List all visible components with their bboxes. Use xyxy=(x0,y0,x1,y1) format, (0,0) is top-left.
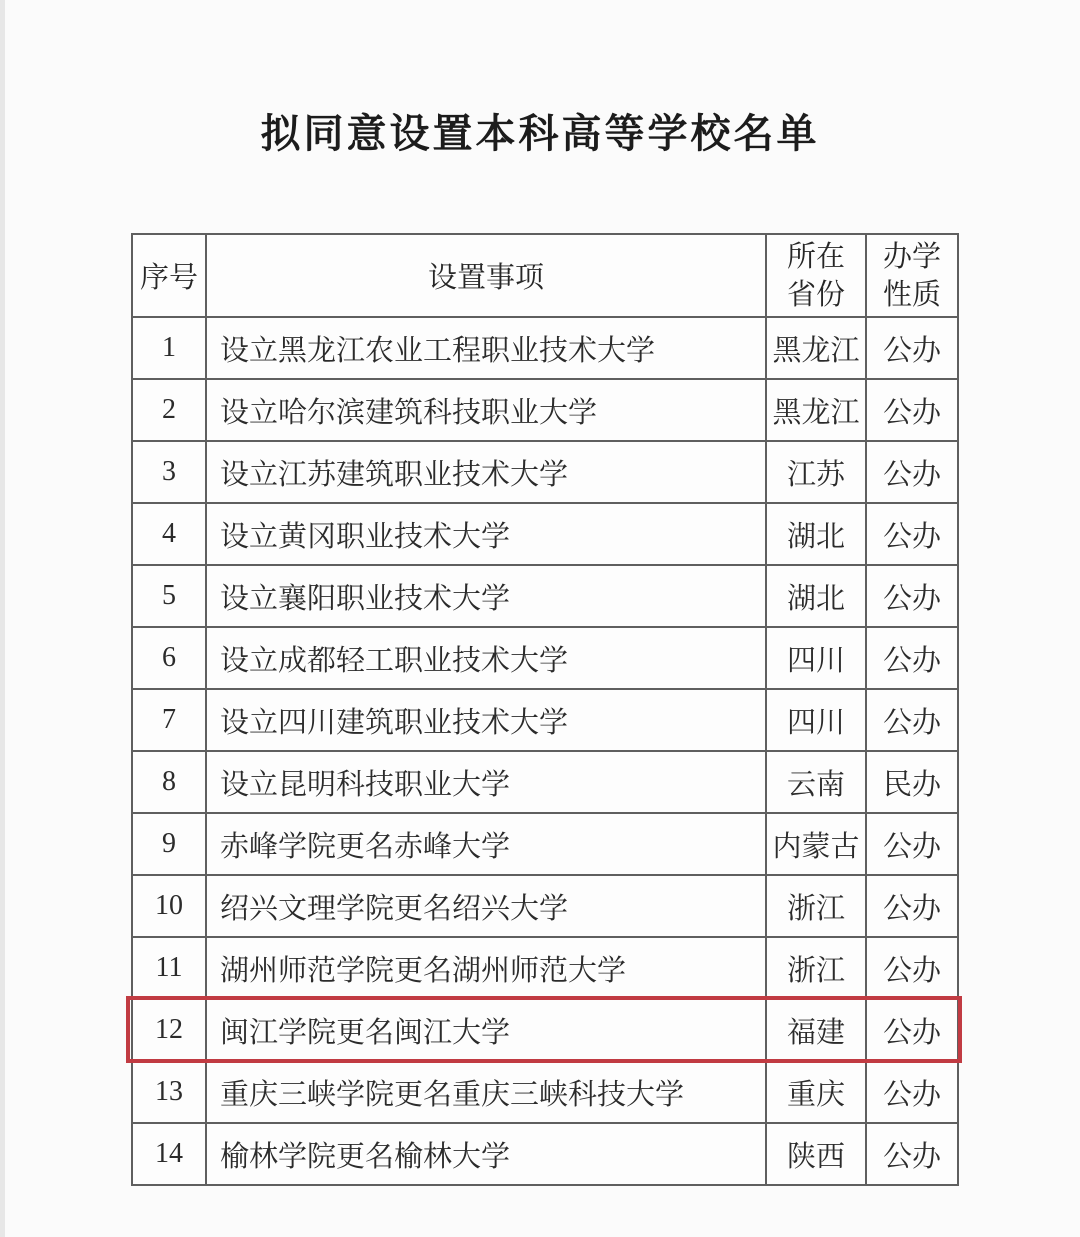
table-row xyxy=(132,317,958,379)
table-row xyxy=(132,565,958,627)
nature-cell: 公办 xyxy=(866,441,958,503)
item-cell: 设立黄冈职业技术大学 xyxy=(206,503,766,565)
table-row xyxy=(132,937,958,999)
province-cell: 内蒙古 xyxy=(766,813,866,875)
item-cell: 绍兴文理学院更名绍兴大学 xyxy=(206,875,766,937)
nature-cell: 公办 xyxy=(866,999,958,1061)
col-header-nature xyxy=(866,234,958,317)
row-number-cell: 6 xyxy=(132,627,206,689)
row-number-cell: 2 xyxy=(132,379,206,441)
province-cell: 浙江 xyxy=(766,875,866,937)
province-cell: 湖北 xyxy=(766,503,866,565)
row-number-cell: 11 xyxy=(132,937,206,999)
row-number-cell: 14 xyxy=(132,1123,206,1185)
table-row xyxy=(132,813,958,875)
table-row-highlighted xyxy=(132,999,958,1061)
item-cell: 设立黑龙江农业工程职业技术大学 xyxy=(206,317,766,379)
province-cell: 福建 xyxy=(766,999,866,1061)
province-cell: 江苏 xyxy=(766,441,866,503)
nature-cell: 公办 xyxy=(866,1123,958,1185)
item-cell: 榆林学院更名榆林大学 xyxy=(206,1123,766,1185)
province-cell: 云南 xyxy=(766,751,866,813)
col-header-index: 序号 xyxy=(132,234,206,317)
col-header-province xyxy=(766,234,866,317)
province-cell: 陕西 xyxy=(766,1123,866,1185)
table-row xyxy=(132,875,958,937)
row-number-cell: 13 xyxy=(132,1061,206,1123)
row-number-cell: 7 xyxy=(132,689,206,751)
nature-cell: 公办 xyxy=(866,565,958,627)
nature-cell: 民办 xyxy=(866,751,958,813)
province-cell: 黑龙江 xyxy=(766,317,866,379)
row-number-cell: 12 xyxy=(132,999,206,1061)
province-cell: 四川 xyxy=(766,627,866,689)
table-row xyxy=(132,1123,958,1185)
nature-cell: 公办 xyxy=(866,689,958,751)
item-cell: 设立成都轻工职业技术大学 xyxy=(206,627,766,689)
item-cell: 设立襄阳职业技术大学 xyxy=(206,565,766,627)
table-row xyxy=(132,627,958,689)
page-edge-strip xyxy=(0,0,5,1237)
item-cell: 设立哈尔滨建筑科技职业大学 xyxy=(206,379,766,441)
nature-cell: 公办 xyxy=(866,317,958,379)
table-body xyxy=(132,317,958,1185)
col-header-province-line2: 省份 xyxy=(786,278,845,311)
row-number-cell: 5 xyxy=(132,565,206,627)
col-header-province-line1: 所在 xyxy=(786,240,845,273)
province-cell: 浙江 xyxy=(766,937,866,999)
header-row xyxy=(132,234,958,317)
row-number-cell: 1 xyxy=(132,317,206,379)
table-row xyxy=(132,689,958,751)
province-cell: 重庆 xyxy=(766,1061,866,1123)
item-cell: 设立江苏建筑职业技术大学 xyxy=(206,441,766,503)
nature-cell: 公办 xyxy=(866,937,958,999)
item-cell: 湖州师范学院更名湖州师范大学 xyxy=(206,937,766,999)
nature-cell: 公办 xyxy=(866,875,958,937)
item-cell: 赤峰学院更名赤峰大学 xyxy=(206,813,766,875)
nature-cell: 公办 xyxy=(866,503,958,565)
province-cell: 湖北 xyxy=(766,565,866,627)
row-number-cell: 9 xyxy=(132,813,206,875)
nature-cell: 公办 xyxy=(866,1061,958,1123)
col-header-nature-line1: 办学 xyxy=(882,240,941,273)
nature-cell: 公办 xyxy=(866,379,958,441)
page-title: 拟同意设置本科高等学校名单 xyxy=(260,112,820,156)
province-cell: 四川 xyxy=(766,689,866,751)
table-row xyxy=(132,503,958,565)
row-number-cell: 4 xyxy=(132,503,206,565)
nature-cell: 公办 xyxy=(866,627,958,689)
row-number-cell: 8 xyxy=(132,751,206,813)
table-row xyxy=(132,379,958,441)
col-header-item: 设置事项 xyxy=(206,234,766,317)
nature-cell: 公办 xyxy=(866,813,958,875)
table-row xyxy=(132,441,958,503)
table-row xyxy=(132,751,958,813)
row-number-cell: 3 xyxy=(132,441,206,503)
item-cell: 设立昆明科技职业大学 xyxy=(206,751,766,813)
table-row xyxy=(132,1061,958,1123)
col-header-nature-line2: 性质 xyxy=(882,278,941,311)
item-cell: 重庆三峡学院更名重庆三峡科技大学 xyxy=(206,1061,766,1123)
province-cell: 黑龙江 xyxy=(766,379,866,441)
row-number-cell: 10 xyxy=(132,875,206,937)
universities-table xyxy=(131,233,959,1186)
item-cell: 闽江学院更名闽江大学 xyxy=(206,999,766,1061)
table-header xyxy=(132,234,958,317)
item-cell: 设立四川建筑职业技术大学 xyxy=(206,689,766,751)
